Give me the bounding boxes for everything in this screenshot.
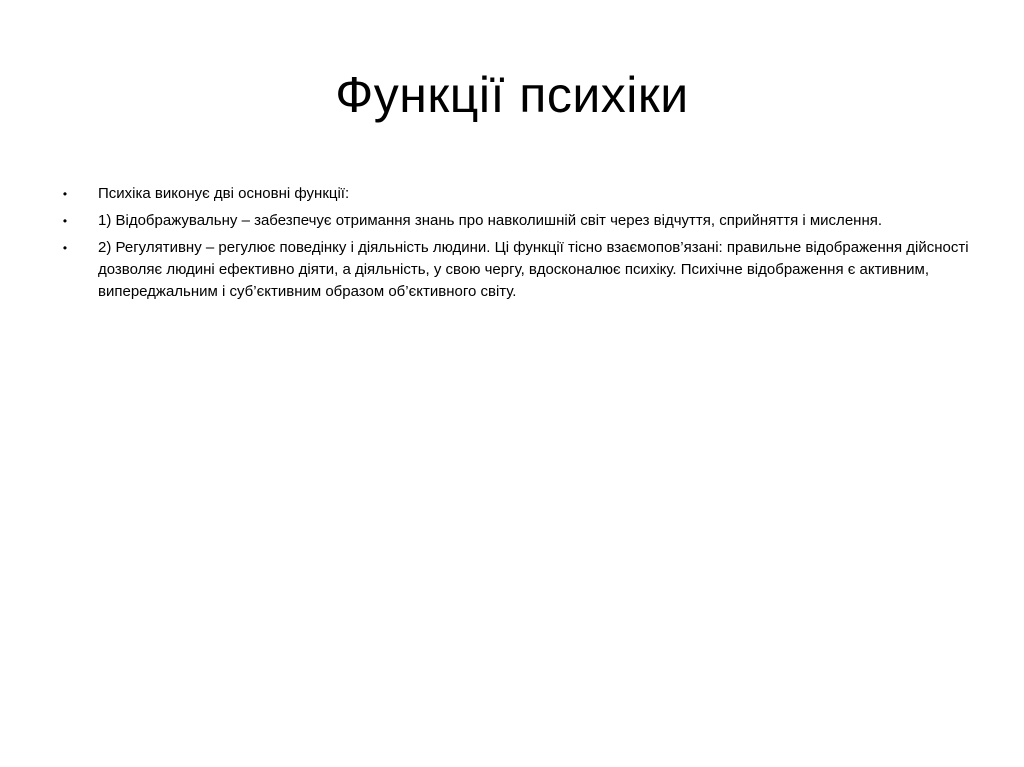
bullet-text: 1) Відображувальну – забезпечує отримання знань про навколишній світ через відчуття, сприйняття і мислення. — [98, 212, 883, 229]
bullet-item-regulative — [60, 237, 970, 303]
bullet-list — [60, 183, 970, 308]
bullet-icon: • — [62, 214, 68, 228]
bullet-icon: • — [62, 187, 68, 201]
slide-title: Функції психіки — [335, 67, 689, 123]
bullet-icon: • — [62, 241, 68, 255]
bullet-item-intro — [60, 183, 970, 205]
bullet-item-reflective — [60, 210, 970, 232]
bullet-text: Психіка виконує дві основні функції: — [98, 185, 350, 202]
bullet-text: 2) Регулятивну – регулює поведінку і діяльність людини. Ці функції тісно взаємопов’язані: правильне відображення дійсності дозволяє людині ефективно діяти, а діяльність, у свою чергу, вдосконалює психіку. Психічне відображення є активним, випереджальним і суб’єктивним образом об’єктивного світу. — [98, 239, 969, 300]
